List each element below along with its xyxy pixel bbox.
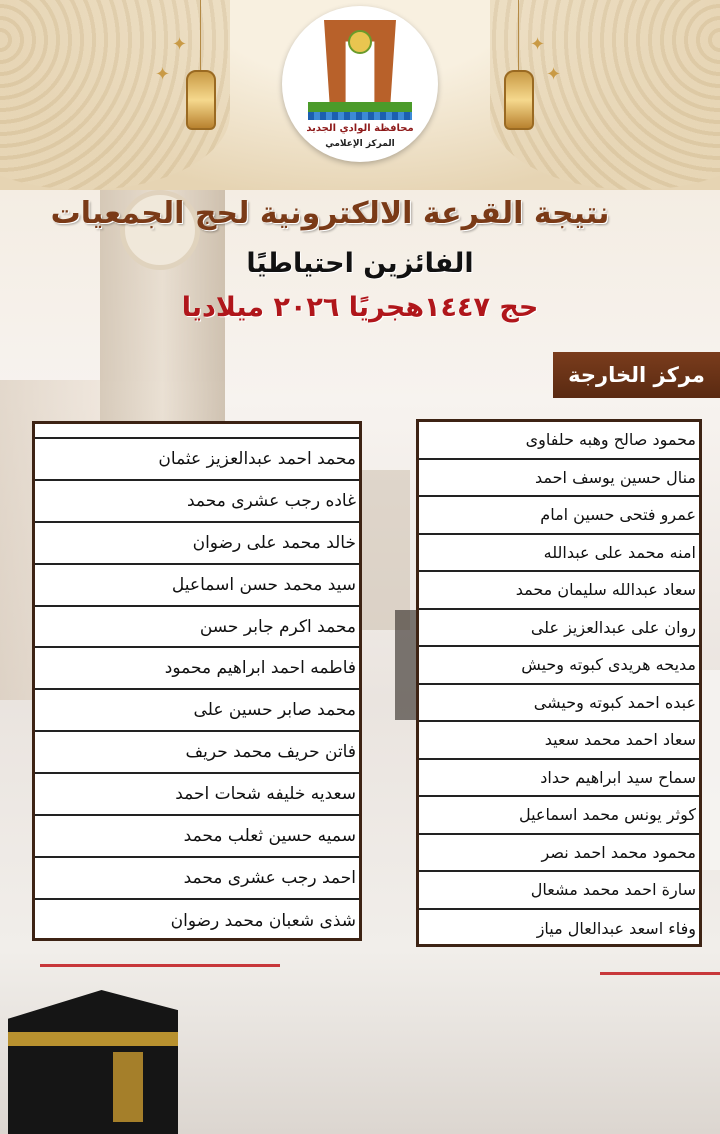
lantern-icon xyxy=(504,70,534,130)
table-row: سماح سيد ابراهيم حداد xyxy=(419,760,699,798)
star-icon: ✦ xyxy=(530,34,546,55)
governorate-logo xyxy=(282,6,438,162)
table-row: محمد احمد عبدالعزيز عثمان xyxy=(35,439,359,481)
table-row: امنه محمد على عبدالله xyxy=(419,535,699,573)
table-row: سيد محمد حسن اسماعيل xyxy=(35,565,359,607)
pilgrims-image xyxy=(700,670,720,870)
center-label: مركز الخارجة xyxy=(553,352,720,398)
table-row: محمود صالح وهبه حلفاوى xyxy=(419,422,699,460)
table-row: وفاء اسعد عبدالعال مياز xyxy=(536,918,696,938)
table-row: كوثر يونس محمد اسماعيل xyxy=(419,797,699,835)
names-table-left xyxy=(32,421,362,941)
table-row: محمد اكرم جابر حسن xyxy=(35,607,359,649)
page-title: نتيجة القرعة الالكترونية لحج الجمعيات xyxy=(50,196,610,231)
table-row: غاده رجب عشرى محمد xyxy=(35,481,359,523)
star-icon: ✦ xyxy=(172,34,188,55)
table-row: فاطمه احمد ابراهيم محمود xyxy=(35,648,359,690)
table-row: سعاد عبدالله سليمان محمد xyxy=(419,572,699,610)
table-row: محمد صابر حسين على xyxy=(35,690,359,732)
building-image xyxy=(360,470,410,630)
divider xyxy=(40,964,280,967)
page-subtitle: الفائزين احتياطيًا xyxy=(246,248,474,279)
names-table-right xyxy=(416,419,702,947)
table-row: روان على عبدالعزيز على xyxy=(419,610,699,648)
table-row: منال حسين يوسف احمد xyxy=(419,460,699,498)
kaaba-image xyxy=(8,990,178,1134)
table-row: احمد رجب عشرى محمد xyxy=(35,858,359,900)
star-icon: ✦ xyxy=(155,64,171,85)
table-row: خالد محمد على رضوان xyxy=(35,523,359,565)
divider xyxy=(600,972,720,975)
hajj-year: حج ١٤٤٧هجريًا ٢٠٢٦ ميلاديا xyxy=(181,292,539,323)
table-row: سميه حسين ثعلب محمد xyxy=(35,816,359,858)
logo-governorate-name: محافظة الوادي الجديد xyxy=(306,123,414,134)
table-row: فاتن حريف محمد حريف xyxy=(35,732,359,774)
table-row: محمود محمد احمد نصر xyxy=(419,835,699,873)
table-row: شذى شعبان محمد رضوان xyxy=(170,910,356,931)
table-row: سعديه خليفه شحات احمد xyxy=(35,774,359,816)
table-row: مديحه هريدى كبوته وحيش xyxy=(419,647,699,685)
table-row: عبده احمد كبوته وحيشى xyxy=(419,685,699,723)
table-row: عمرو فتحى حسين امام xyxy=(419,497,699,535)
logo-media-center: المركز الإعلامي xyxy=(325,139,395,149)
star-icon: ✦ xyxy=(546,64,562,85)
lantern-icon xyxy=(186,70,216,130)
table-row: سعاد احمد محمد سعيد xyxy=(419,722,699,760)
table-row: سارة احمد محمد مشعال xyxy=(419,872,699,910)
